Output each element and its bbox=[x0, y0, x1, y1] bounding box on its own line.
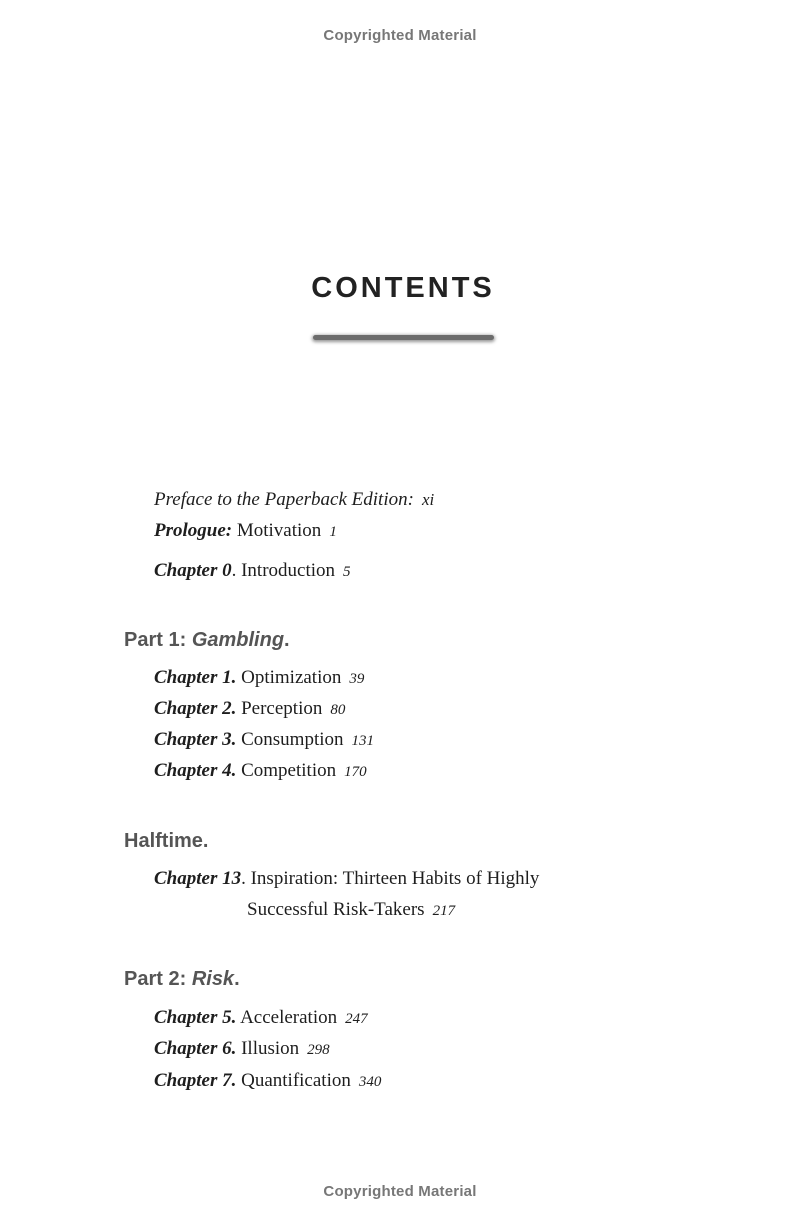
copyright-watermark-bottom: Copyrighted Material bbox=[323, 1183, 477, 1200]
chapter-label: Chapter 3. bbox=[154, 729, 237, 750]
entry-title: Motivation bbox=[236, 520, 322, 541]
entry-title: Quantification bbox=[241, 1070, 351, 1091]
toc-entry-chapter-5[interactable] bbox=[154, 1007, 368, 1029]
part-prefix: Part 1: bbox=[124, 629, 187, 651]
contents-heading: CONTENTS bbox=[311, 272, 495, 304]
chapter-label: Chapter 13 bbox=[154, 868, 242, 889]
entry-title: Perception bbox=[241, 698, 323, 719]
toc-entry-chapter-0[interactable]: Chapter 0. Introduction 5 bbox=[154, 560, 351, 581]
page-number: 170 bbox=[344, 764, 367, 780]
page-number: xi bbox=[421, 490, 435, 509]
part-2-heading: Part 2: Risk. bbox=[124, 968, 240, 990]
toc-entry-chapter-4[interactable] bbox=[154, 760, 367, 782]
halftime-heading: Halftime. bbox=[124, 830, 209, 852]
toc-entry-preface[interactable] bbox=[154, 489, 434, 511]
chapter-label: Chapter 2. bbox=[154, 698, 237, 719]
page-number: 131 bbox=[351, 733, 375, 749]
chapter-label: Chapter 5. bbox=[154, 1007, 237, 1028]
part-name: Gambling bbox=[191, 629, 285, 651]
part-name: Risk bbox=[191, 968, 235, 990]
chapter-label: Chapter 1. bbox=[154, 667, 237, 688]
chapter-label: Chapter 7. bbox=[154, 1070, 237, 1091]
entry-title: Acceleration bbox=[240, 1007, 338, 1028]
preface-label: Preface to the Paperback Edition: bbox=[154, 489, 414, 510]
toc-entry-chapter-6[interactable] bbox=[154, 1038, 330, 1060]
page-number: 217 bbox=[432, 903, 456, 919]
toc-entry-prologue[interactable] bbox=[154, 520, 337, 542]
entry-title-line1: Inspiration: Thirteen Habits of Highly bbox=[250, 868, 540, 889]
toc-entry-chapter-13-continued[interactable] bbox=[247, 899, 455, 921]
toc-entry-chapter-2[interactable] bbox=[154, 698, 345, 720]
entry-title: Introduction bbox=[241, 560, 336, 581]
chapter-label: Chapter 4. bbox=[154, 760, 237, 781]
prologue-label: Prologue: bbox=[154, 520, 233, 541]
page-number: 5 bbox=[343, 564, 351, 580]
toc-entry-chapter-7[interactable] bbox=[154, 1070, 381, 1092]
part-1-heading: Part 1: Gambling. bbox=[124, 629, 290, 651]
page-number: 1 bbox=[329, 524, 337, 540]
heading-underline bbox=[313, 335, 494, 340]
chapter-label: Chapter 6. bbox=[154, 1038, 237, 1059]
entry-title: Consumption bbox=[241, 729, 344, 750]
page-number: 80 bbox=[330, 702, 346, 718]
page-number: 39 bbox=[349, 671, 365, 687]
entry-title: Optimization bbox=[241, 667, 342, 688]
toc-entry-chapter-3[interactable] bbox=[154, 729, 374, 751]
entry-title-line2: Successful Risk-Takers bbox=[247, 899, 425, 920]
copyright-watermark-top: Copyrighted Material bbox=[323, 27, 477, 44]
entry-title: Illusion bbox=[241, 1038, 300, 1059]
toc-entry-chapter-1[interactable] bbox=[154, 667, 364, 689]
page-number: 298 bbox=[307, 1042, 330, 1058]
toc-entry-chapter-13[interactable]: Chapter 13. Inspiration: Thirteen Habits of Highly bbox=[154, 868, 540, 889]
chapter-label: Chapter 0 bbox=[154, 560, 232, 581]
entry-title: Competition bbox=[241, 760, 337, 781]
page-number: 247 bbox=[345, 1011, 368, 1027]
part-prefix: Part 2: bbox=[124, 968, 187, 990]
page-number: 340 bbox=[358, 1074, 382, 1090]
